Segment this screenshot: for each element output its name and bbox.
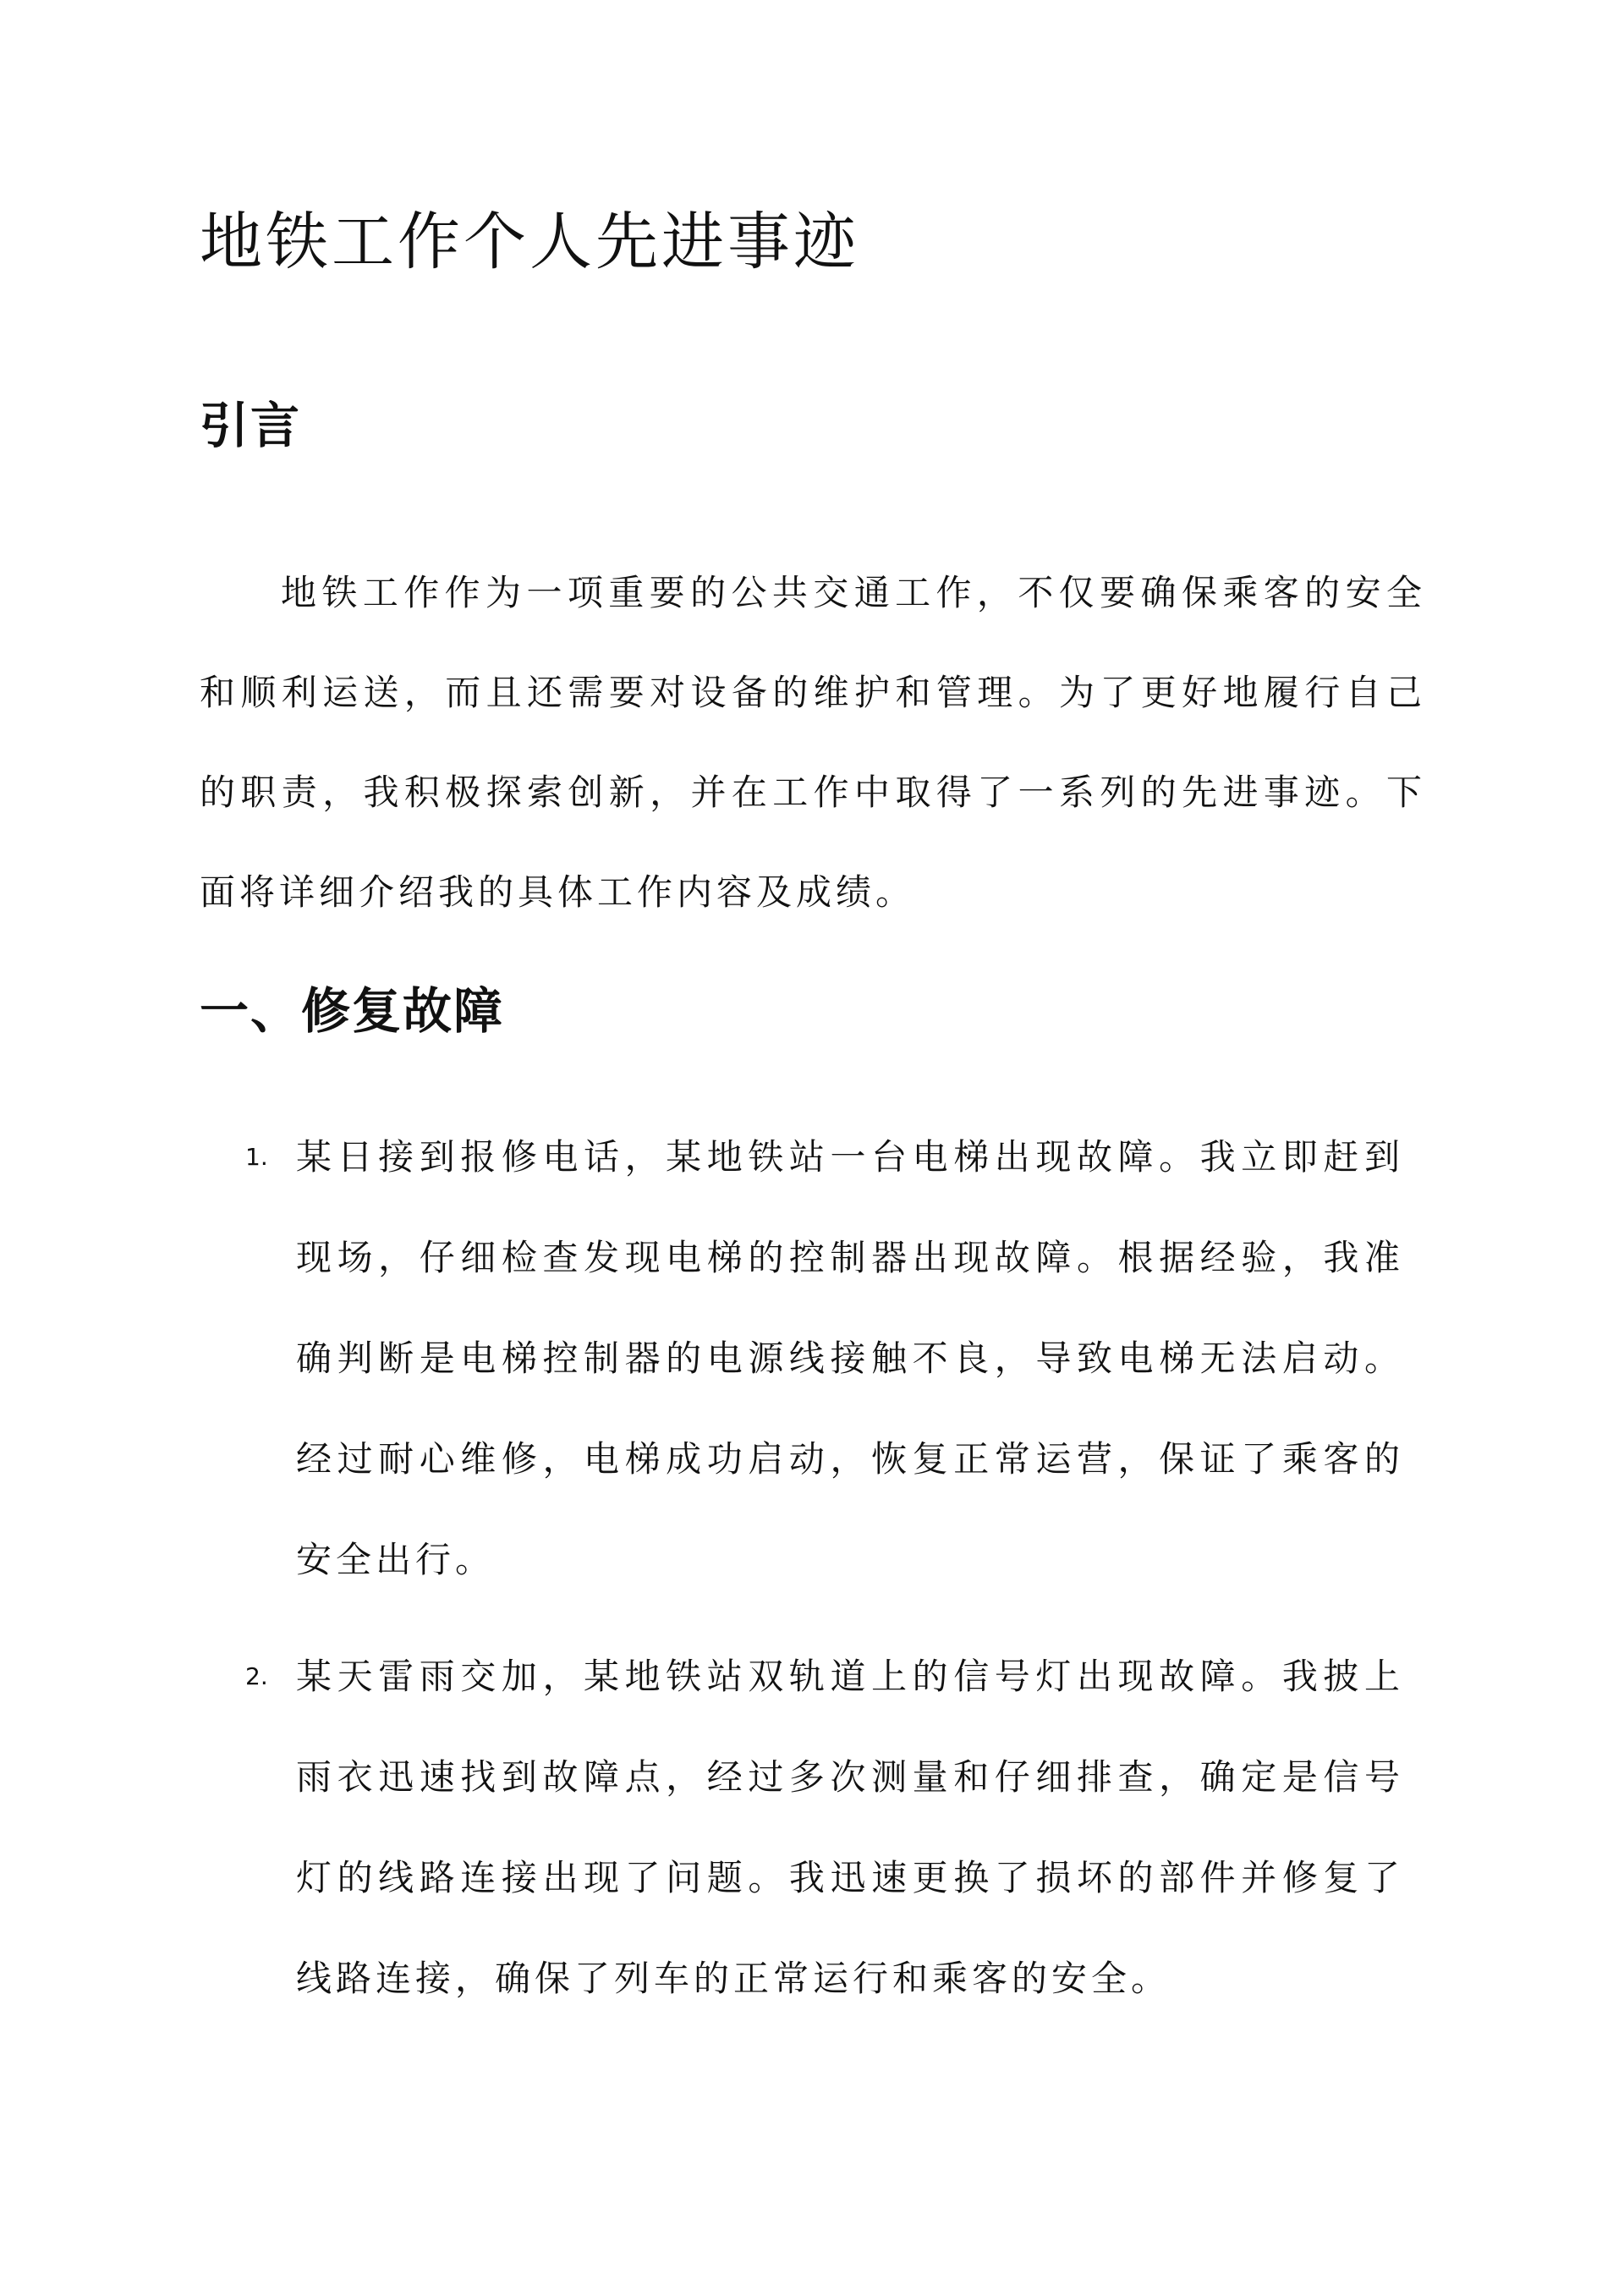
document-title: 地铁工作个人先进事迹 — [200, 206, 859, 278]
list-item-text: 某日接到报修电话，某地铁站一台电梯出现故障。我立即赶到现场，仔细检查发现电梯的控制器出现故障。根据经验，我准确判断是电梯控制器的电源线接触不良，导致电梯无法启动。经过耐心维修，电梯成功启动，恢复正常运营，保证了乘客的安全出行。 — [296, 1136, 1404, 1580]
list-item — [245, 1626, 1404, 2029]
intro-heading: 引言 — [200, 397, 302, 454]
list-item-number: 1. — [245, 1143, 268, 1171]
intro-paragraph: 地铁工作作为一项重要的公共交通工作，不仅要确保乘客的安全和顺利运送，而且还需要对设备的维护和管理。为了更好地履行自己的职责，我积极探索创新，并在工作中取得了一系列的先进事迹。下面将详细介绍我的具体工作内容及成绩。 — [200, 572, 1426, 913]
list-item-number: 2. — [245, 1662, 268, 1690]
section-heading-repair: 一、修复故障 — [200, 982, 505, 1040]
list-item-text: 某天雷雨交加，某地铁站双轨道上的信号灯出现故障。我披上雨衣迅速找到故障点，经过多次测量和仔细排查，确定是信号灯的线路连接出现了问题。我迅速更换了损坏的部件并修复了线路连接，确保了列车的正常运行和乘客的安全。 — [296, 1656, 1404, 1999]
list-item — [245, 1107, 1404, 1610]
